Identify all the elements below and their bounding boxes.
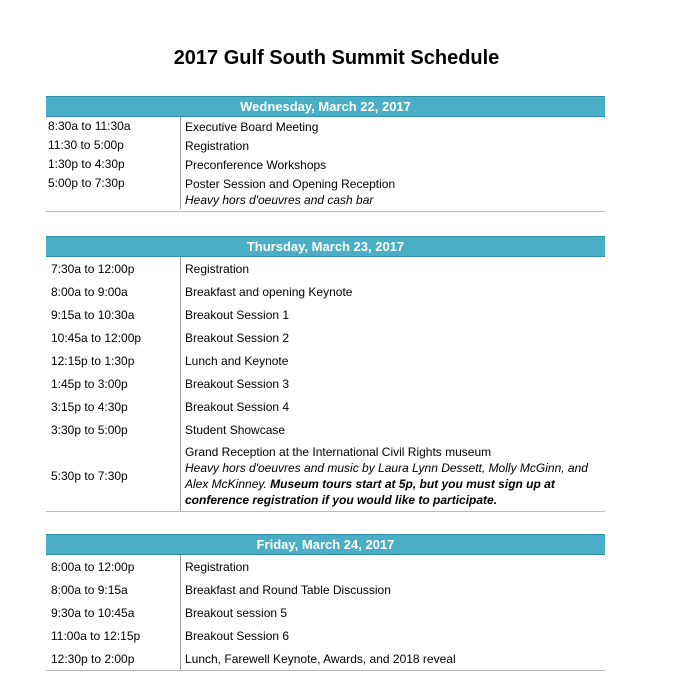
schedule-row	[46, 395, 605, 418]
activity-label: Registration	[185, 139, 250, 153]
activity-label: Registration	[185, 559, 250, 574]
day-header: Friday, March 24, 2017	[46, 534, 605, 555]
activity-cell	[180, 257, 605, 280]
schedule-row	[46, 136, 605, 155]
day-header: Thursday, March 23, 2017	[46, 236, 605, 257]
day-section-thursday	[46, 236, 605, 512]
activity-label: Grand Reception at the International Civil Rights museum	[185, 445, 492, 459]
activity-note: Heavy hors d'oeuvres and cash bar	[185, 193, 374, 207]
activity-note-emphasis: Museum tours start at 5p, but you must sign up at conference registration if you would like to participate.	[185, 477, 555, 507]
activity-cell	[180, 578, 605, 601]
time-cell: 8:30a to 11:30a	[48, 119, 131, 133]
activity-cell	[180, 372, 605, 395]
activity-cell	[180, 303, 605, 326]
activity-label: Breakout Session 6	[185, 628, 290, 643]
page-title: 2017 Gulf South Summit Schedule	[173, 47, 500, 69]
schedule-rows	[46, 555, 605, 671]
activity-label: Breakout Session 3	[185, 376, 290, 391]
schedule-row	[46, 601, 605, 624]
time-cell: 12:15p to 1:30p	[51, 353, 135, 368]
time-cell: 8:00a to 9:15a	[51, 582, 128, 597]
activity-cell	[180, 395, 605, 418]
time-cell: 1:45p to 3:00p	[51, 376, 128, 391]
time-cell: 12:30p to 2:00p	[51, 651, 135, 666]
activity-cell	[180, 624, 605, 647]
activity-cell	[180, 601, 605, 624]
time-cell: 9:15a to 10:30a	[51, 307, 135, 322]
schedule-row	[46, 117, 605, 136]
time-cell: 8:00a to 9:00a	[51, 284, 128, 299]
activity-label: Breakout Session 1	[185, 307, 290, 322]
time-cell: 11:30 to 5:00p	[48, 138, 124, 152]
activity-label: Lunch, Farewell Keynote, Awards, and 2018 reveal	[185, 651, 456, 666]
schedule-row	[46, 647, 605, 670]
time-cell: 11:00a to 12:15p	[51, 628, 141, 643]
activity-note	[185, 460, 605, 508]
time-cell: 8:00a to 12:00p	[51, 559, 135, 574]
schedule-row	[46, 326, 605, 349]
activity-cell	[180, 441, 605, 511]
activity-label: Preconference Workshops	[185, 158, 327, 172]
schedule-row	[46, 155, 605, 174]
schedule-row	[46, 624, 605, 647]
time-cell: 9:30a to 10:45a	[51, 605, 135, 620]
schedule-row	[46, 349, 605, 372]
day-section-friday	[46, 534, 605, 671]
time-cell: 7:30a to 12:00p	[51, 261, 135, 276]
activity-label: Breakfast and Round Table Discussion	[185, 582, 391, 597]
schedule-row	[46, 372, 605, 395]
schedule-row	[46, 441, 605, 511]
schedule-rows	[46, 257, 605, 512]
activity-label: Breakout Session 4	[185, 399, 290, 414]
schedule-row	[46, 555, 605, 578]
schedule-row	[46, 418, 605, 441]
time-cell: 3:15p to 4:30p	[51, 399, 128, 414]
activity-cell	[180, 136, 605, 155]
activity-cell	[180, 349, 605, 372]
activity-label: Breakout session 5	[185, 605, 288, 620]
activity-cell	[180, 555, 605, 578]
schedule-row	[46, 174, 605, 209]
time-cell: 10:45a to 12:00p	[51, 330, 142, 345]
activity-label: Registration	[185, 261, 250, 276]
schedule-row	[46, 257, 605, 280]
schedule-row	[46, 303, 605, 326]
activity-note-text: Heavy hors d'oeuvres and music by Laura Lynn Dessett, Molly McGinn, and Alex McKinney.	[185, 461, 588, 491]
schedule-rows	[46, 117, 605, 212]
activity-cell	[180, 326, 605, 349]
activity-cell	[180, 155, 605, 174]
time-cell: 5:00p to 7:30p	[48, 176, 125, 190]
activity-cell	[180, 174, 605, 209]
activity-cell	[180, 280, 605, 303]
day-section-wednesday	[46, 96, 605, 212]
day-header: Wednesday, March 22, 2017	[46, 96, 605, 117]
activity-label: Breakfast and opening Keynote	[185, 284, 353, 299]
activity-cell	[180, 647, 605, 670]
activity-label: Breakout Session 2	[185, 330, 290, 345]
schedule-row	[46, 280, 605, 303]
activity-cell	[180, 117, 605, 136]
activity-label: Poster Session and Opening Reception	[185, 177, 396, 191]
time-cell: 3:30p to 5:00p	[51, 422, 128, 437]
time-cell: 1:30p to 4:30p	[48, 157, 125, 171]
activity-label: Executive Board Meeting	[185, 120, 319, 134]
activity-cell	[180, 418, 605, 441]
schedule-row	[46, 578, 605, 601]
activity-label: Lunch and Keynote	[185, 353, 289, 368]
time-cell: 5:30p to 7:30p	[51, 469, 128, 483]
activity-label: Student Showcase	[185, 422, 286, 437]
